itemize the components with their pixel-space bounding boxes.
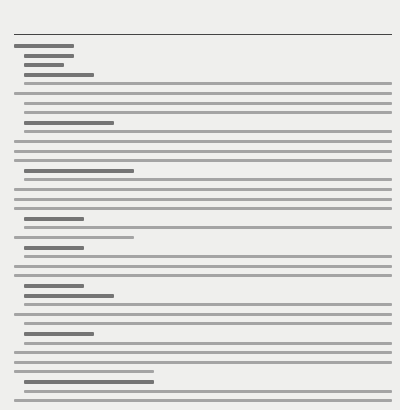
paragraph-line [14,207,392,210]
paragraph-line [24,390,392,393]
section-heading-line [24,169,134,173]
paragraph-line [14,159,392,162]
paragraph-line [24,226,392,229]
paragraph-line [14,351,392,354]
paragraph-line [24,82,392,85]
section-heading-line [24,54,74,58]
paragraph-line [14,188,392,191]
paragraph-line [24,178,392,181]
section-heading-line [24,121,114,125]
section-heading-line [24,246,84,250]
paragraph-line [14,198,392,201]
paragraph-line [14,370,154,373]
paragraph-line [24,255,392,258]
paragraph-line [24,102,392,105]
paragraph-line [14,361,392,364]
section-heading-line [24,217,84,221]
paragraph-line [14,313,392,316]
paragraph-line [14,92,392,95]
paragraph-line [14,399,392,402]
section-heading-line [24,332,94,336]
paragraph-line [14,274,392,277]
paragraph-line [24,303,392,306]
paragraph-line [24,111,392,114]
section-heading-line [24,294,114,298]
paragraph-line [14,236,134,239]
section-heading-line [24,380,154,384]
paragraph-line [24,322,392,325]
paragraph-line [14,150,392,153]
paragraph-line [24,342,392,345]
section-heading-line [24,284,84,288]
paragraph-line [14,265,392,268]
section-heading-line [14,44,74,48]
section-heading-line [24,73,94,77]
paragraph-line [24,130,392,133]
paragraph-line [14,140,392,143]
section-heading-line [24,63,64,67]
